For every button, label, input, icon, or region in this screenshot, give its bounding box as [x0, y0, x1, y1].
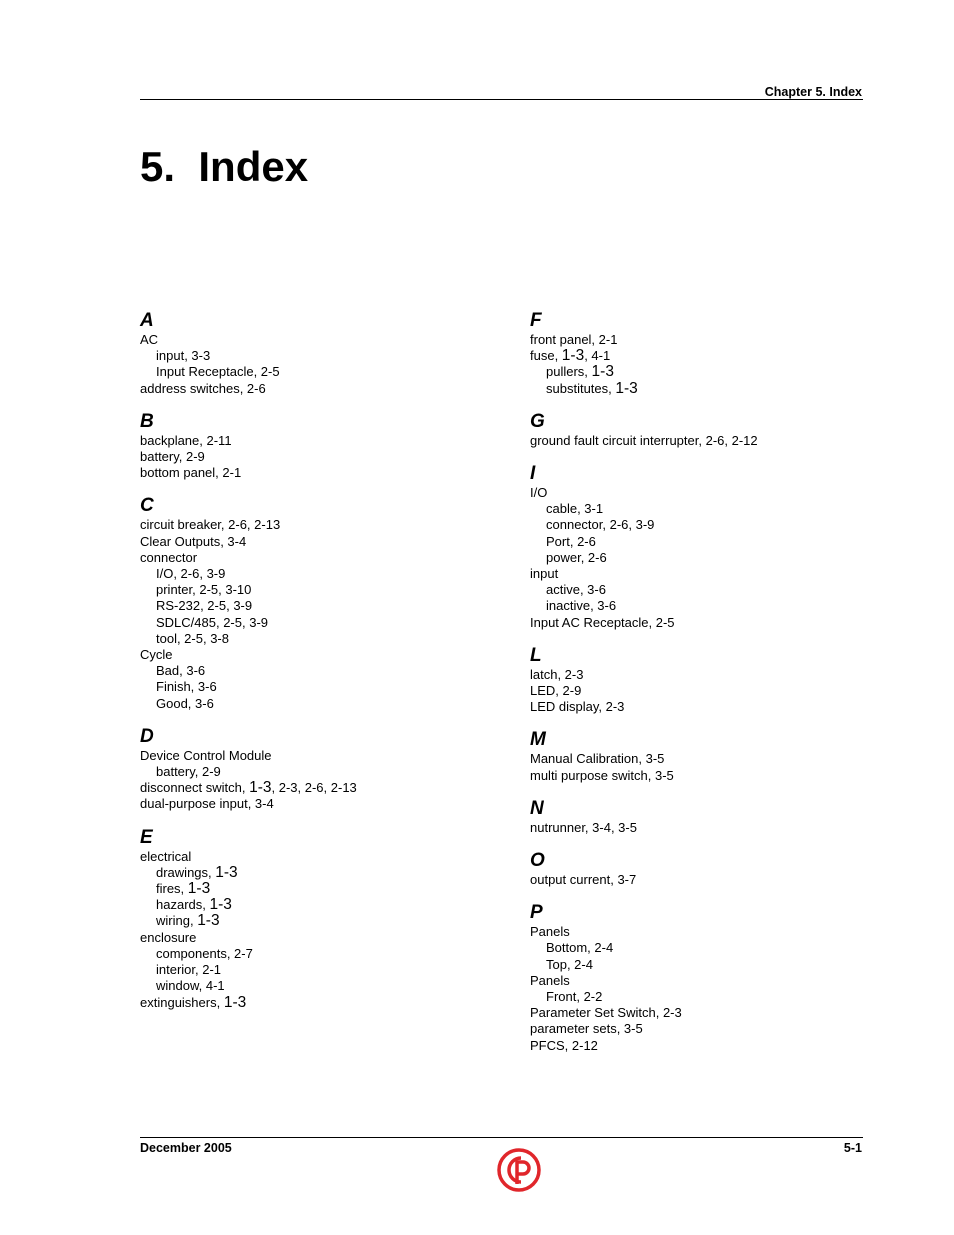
section-letter: P	[530, 902, 543, 924]
entry-page-ref: 1-3	[197, 912, 220, 930]
section-letter: O	[530, 850, 545, 872]
footer-date: December 2005	[140, 1141, 232, 1155]
entry-text: parameter sets, 3-5	[530, 1021, 643, 1037]
entry-text: extinguishers,	[140, 994, 224, 1010]
entry-text: Bad, 3-6	[156, 663, 206, 679]
entry-page-ref: 1-3	[209, 896, 232, 914]
index-subentry	[140, 881, 500, 897]
index-entry	[530, 1005, 890, 1021]
index-subentry	[140, 663, 500, 679]
index-entry	[530, 615, 890, 631]
index-section-l	[530, 645, 890, 716]
entry-text: AC	[140, 332, 159, 347]
index-entry	[530, 751, 890, 767]
entry-text: battery, 2-9	[140, 449, 205, 465]
section-letter: N	[530, 797, 544, 819]
section-letter: I	[530, 463, 536, 485]
entry-text: components, 2-7	[156, 945, 253, 961]
entry-text: input	[530, 566, 559, 582]
entry-page-ref: 1-3	[249, 779, 272, 797]
entry-text: I/O, 2-6, 3-9	[156, 566, 226, 582]
entry-text: Input AC Receptacle, 2-5	[530, 614, 675, 630]
entry-text: Input Receptacle, 2-5	[156, 364, 280, 380]
page-number: 5-1	[843, 1141, 862, 1155]
index-entry	[530, 683, 890, 699]
entry-page-ref: 1-3	[187, 880, 211, 898]
header-rule	[140, 99, 863, 100]
section-letter: G	[530, 410, 545, 432]
index-entry	[530, 872, 890, 888]
entry-text: circuit breaker, 2-6, 2-13	[140, 517, 281, 533]
index-section-n	[530, 798, 890, 836]
index-section-c	[140, 495, 500, 711]
index-entry	[140, 433, 500, 449]
entry-text: drawings,	[156, 864, 216, 880]
logo-ring	[499, 1150, 539, 1190]
page-title: 5. Index	[140, 143, 309, 190]
entry-text: Panels	[530, 924, 570, 940]
entry-page-refs: , 4-1	[584, 348, 611, 364]
section-letter: L	[530, 644, 542, 666]
entry-text: window, 4-1	[156, 978, 225, 994]
entry-text: inactive, 3-6	[546, 598, 617, 614]
entry-text: tool, 2-5, 3-8	[156, 630, 229, 646]
index-entry	[530, 924, 890, 940]
entry-text: Clear Outputs, 3-4	[140, 533, 247, 549]
entry-text: connector	[140, 549, 198, 565]
entry-text: Bottom, 2-4	[546, 940, 614, 956]
index-subentry	[530, 957, 890, 973]
entry-text: front panel, 2-1	[530, 332, 618, 347]
entry-text: I/O	[530, 485, 548, 501]
entry-text: Port, 2-6	[546, 533, 596, 549]
index-subentry	[140, 913, 500, 929]
section-letter: C	[140, 495, 154, 517]
index-subentry	[140, 348, 500, 364]
entry-text: fires,	[156, 881, 188, 897]
index-subentry	[140, 897, 500, 913]
index-subentry	[530, 534, 890, 550]
entry-text: interior, 2-1	[156, 962, 222, 978]
entry-text: LED, 2-9	[530, 683, 582, 699]
index-subentry	[140, 598, 500, 614]
index-subentry	[140, 582, 500, 598]
index-subentry	[140, 696, 500, 712]
index-subentry	[140, 615, 500, 631]
index-entry	[530, 820, 890, 836]
running-header: Chapter 5. Index	[764, 85, 862, 99]
footer-rule	[140, 1137, 863, 1138]
entry-page-refs: , 2-3, 2-6, 2-13	[271, 780, 357, 796]
index-section-e	[140, 827, 500, 1011]
index-entry	[140, 517, 500, 533]
entry-text: backplane, 2-11	[140, 432, 232, 448]
index-section-m	[530, 729, 890, 783]
index-entry	[140, 550, 500, 566]
index-subentry	[140, 566, 500, 582]
entry-text: RS-232, 2-5, 3-9	[156, 598, 253, 614]
index-entry	[140, 995, 500, 1011]
index-entry	[530, 348, 890, 364]
index-subentry	[140, 679, 500, 695]
entry-text: enclosure	[140, 929, 197, 945]
entry-text: PFCS, 2-12	[530, 1037, 598, 1053]
index-entry	[530, 433, 890, 449]
index-subentry	[530, 517, 890, 533]
entry-text: Finish, 3-6	[156, 679, 217, 695]
index-entry	[140, 534, 500, 550]
entry-text: ground fault circuit interrupter, 2-6, 2-12	[530, 432, 758, 448]
index-subentry	[530, 550, 890, 566]
entry-text: multi purpose switch, 3-5	[530, 767, 674, 783]
entry-text: Parameter Set Switch, 2-3	[530, 1005, 682, 1021]
section-letter: E	[140, 826, 153, 848]
entry-text: cable, 3-1	[546, 501, 604, 517]
section-letter: B	[140, 410, 154, 432]
index-entry	[530, 332, 890, 348]
entry-text: substitutes,	[546, 380, 616, 396]
index-section-i	[530, 463, 890, 631]
index-entry	[140, 647, 500, 663]
entry-text: Cycle	[140, 647, 173, 663]
entry-text: battery, 2-9	[156, 764, 221, 780]
cp-logo-icon	[497, 1148, 541, 1192]
index-column-right	[530, 310, 890, 1068]
entry-text: electrical	[140, 848, 192, 864]
entry-text: dual-purpose input, 3-4	[140, 796, 274, 812]
entry-text: printer, 2-5, 3-10	[156, 582, 252, 598]
index-entry	[140, 381, 500, 397]
section-letter: M	[530, 729, 546, 751]
index-entry	[530, 1038, 890, 1054]
entry-page-ref: 1-3	[215, 863, 238, 881]
index-subentry	[530, 501, 890, 517]
entry-text: nutrunner, 3-4, 3-5	[530, 819, 637, 835]
index-subentry	[140, 631, 500, 647]
index-entry	[530, 566, 890, 582]
index-subentry	[530, 940, 890, 956]
index-subentry	[140, 865, 500, 881]
index-entry	[140, 332, 500, 348]
entry-page-ref: 1-3	[615, 379, 638, 397]
entry-text: SDLC/485, 2-5, 3-9	[156, 614, 269, 630]
entry-text: Manual Calibration, 3-5	[530, 751, 665, 767]
entry-page-ref: 1-3	[223, 993, 247, 1011]
section-letter: F	[530, 310, 542, 331]
entry-text: disconnect switch,	[140, 780, 250, 796]
index-subentry	[140, 946, 500, 962]
index-subentry	[140, 364, 500, 380]
section-letter: D	[140, 725, 154, 747]
index-entry	[530, 1021, 890, 1037]
entry-text: active, 3-6	[546, 582, 606, 598]
entry-text: wiring,	[156, 913, 198, 929]
index-section-g	[530, 411, 890, 449]
index-entry	[140, 465, 500, 481]
index-entry	[140, 748, 500, 764]
index-entry	[530, 699, 890, 715]
entry-text: Device Control Module	[140, 747, 272, 763]
entry-text: LED display, 2-3	[530, 699, 625, 715]
index-section-d	[140, 726, 500, 813]
index-subentry	[530, 582, 890, 598]
index-entry	[140, 780, 500, 796]
entry-text: power, 2-6	[546, 549, 607, 565]
index-entry	[140, 449, 500, 465]
index-entry	[530, 768, 890, 784]
index-section-o	[530, 850, 890, 888]
entry-text: input, 3-3	[156, 348, 211, 364]
entry-text: Front, 2-2	[546, 989, 603, 1005]
index-section-f	[530, 310, 890, 397]
index-subentry	[140, 764, 500, 780]
entry-text: bottom panel, 2-1	[140, 465, 242, 481]
index-entry	[530, 667, 890, 683]
entry-text: Panels	[530, 972, 570, 988]
index-subentry	[530, 598, 890, 614]
index-entry	[140, 796, 500, 812]
index-section-p	[530, 902, 890, 1054]
index-subentry	[530, 364, 890, 380]
index-section-b	[140, 411, 500, 482]
index-entry	[530, 973, 890, 989]
entry-text: fuse,	[530, 348, 562, 364]
index-column-left	[140, 310, 500, 1025]
entry-page-ref: 1-3	[561, 347, 585, 365]
entry-text: address switches, 2-6	[140, 380, 266, 396]
index-subentry	[140, 962, 500, 978]
index-entry	[140, 930, 500, 946]
entry-text: pullers,	[546, 364, 592, 380]
entry-text: hazards,	[156, 897, 210, 913]
index-subentry	[530, 989, 890, 1005]
entry-text: Good, 3-6	[156, 695, 214, 711]
section-letter: A	[140, 310, 154, 331]
entry-text: output current, 3-7	[530, 872, 637, 888]
entry-text: Top, 2-4	[546, 956, 593, 972]
index-entry	[530, 485, 890, 501]
index-section-a	[140, 310, 500, 397]
index-subentry	[140, 978, 500, 994]
entry-page-ref: 1-3	[591, 363, 614, 381]
index-entry	[140, 849, 500, 865]
entry-text: latch, 2-3	[530, 666, 584, 682]
entry-text: connector, 2-6, 3-9	[546, 517, 655, 533]
index-subentry	[530, 381, 890, 397]
